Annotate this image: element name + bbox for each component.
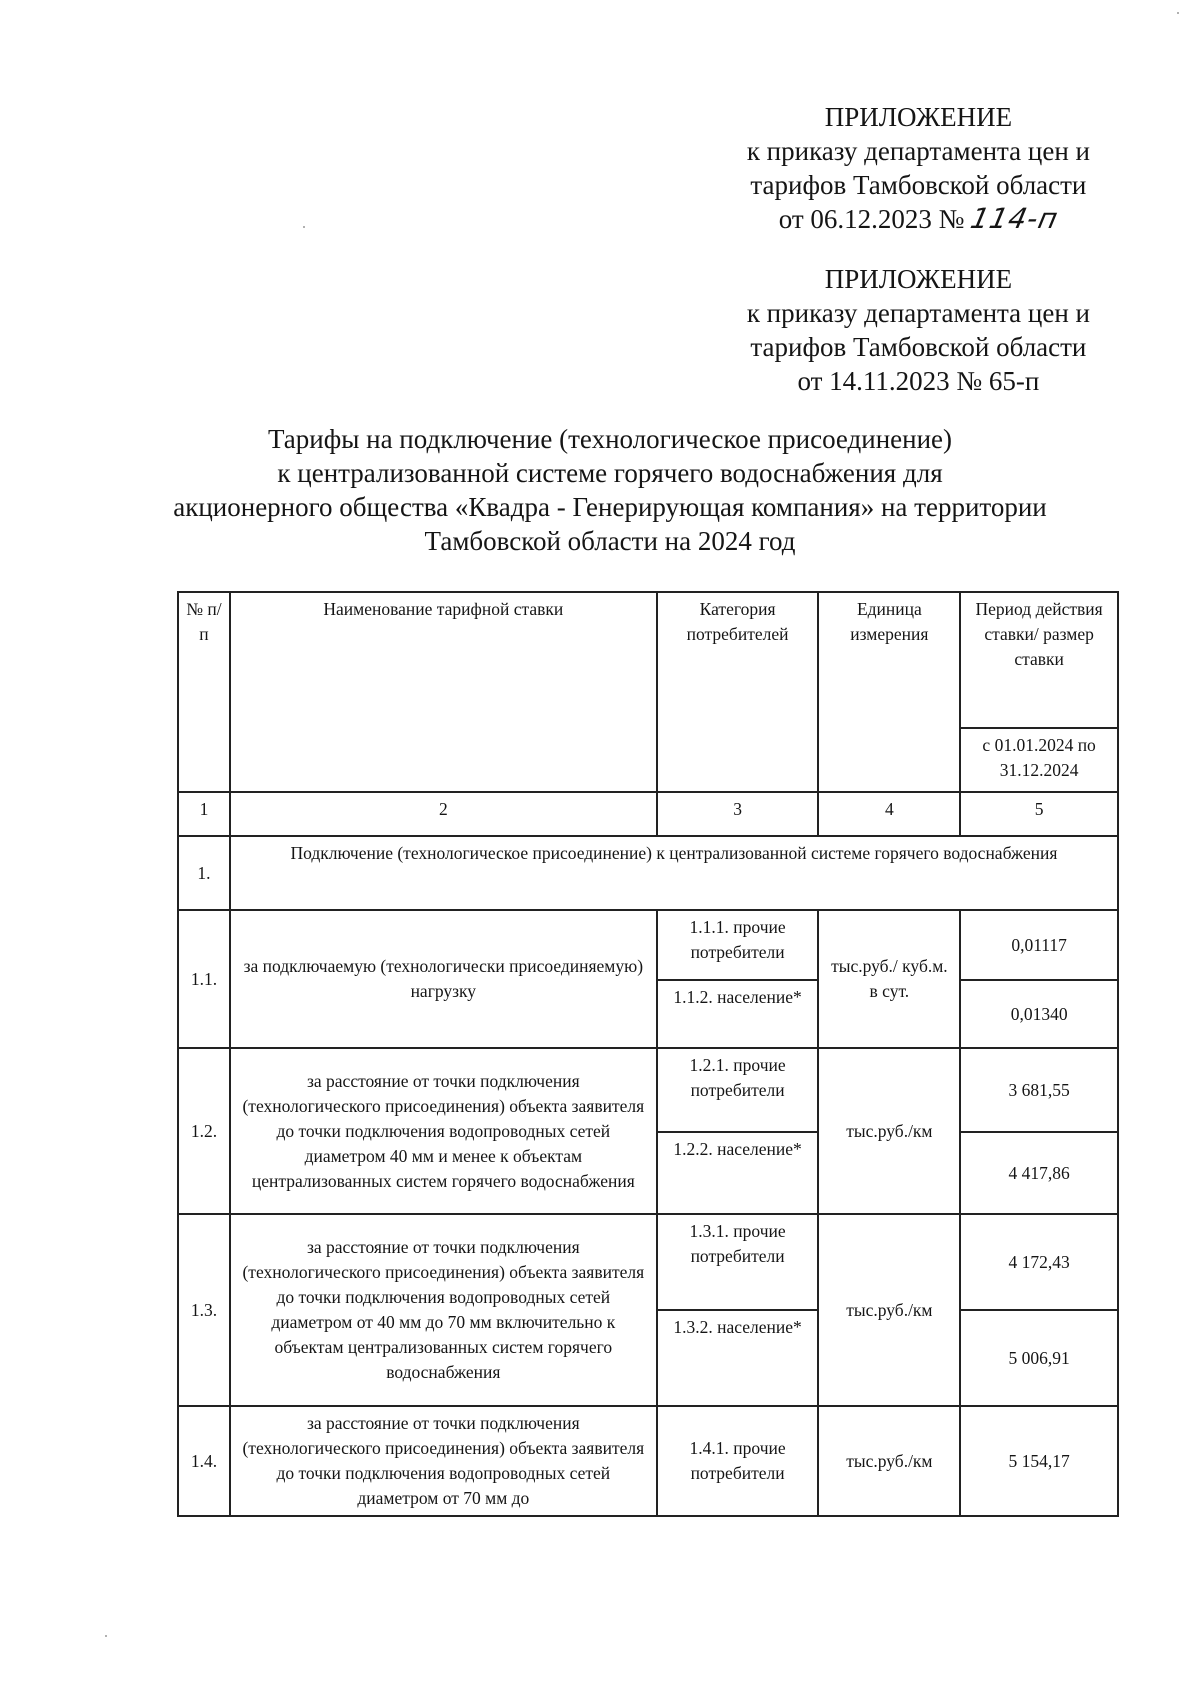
title-line: к централизованной системе горячего водоснабжения для	[277, 458, 943, 488]
row-value: 5 006,91	[960, 1310, 1118, 1406]
row-value: 4 417,86	[960, 1132, 1118, 1214]
tariff-table	[177, 591, 1119, 1517]
handwritten-order-number: 114-п	[967, 202, 1062, 235]
col-number: 3	[657, 792, 819, 836]
row-name: за расстояние от точки подключения (технологического присоединения) объекта заявителя до точки подключения водопроводных сетей диаметром 40 мм и менее к объектам централизованных систем горячего водоснабжения	[230, 1048, 657, 1214]
row-value: 4 172,43	[960, 1214, 1118, 1310]
title-line: Тарифы на подключение (технологическое присоединение)	[267, 424, 953, 454]
appendix-date: от 06.12.2023 №	[778, 204, 965, 234]
header-category: Категория потребителей	[657, 592, 819, 792]
row-name: за расстояние от точки подключения (технологического присоединения) объекта заявителя до точки подключения водопроводных сетей диаметром от 70 мм до	[230, 1406, 657, 1516]
row-category: 1.1.2. население*	[657, 980, 819, 1048]
header-period-range: с 01.01.2024 по 31.12.2024	[960, 728, 1118, 792]
title-line: Тамбовской области на 2024 год	[424, 526, 796, 556]
row-category: 1.2.2. население*	[657, 1132, 819, 1214]
appendix-header-current	[747, 100, 1090, 236]
col-number: 2	[230, 792, 657, 836]
row-category: 1.4.1. прочие потребители	[657, 1406, 819, 1516]
document-title	[130, 422, 1090, 558]
section-num: 1.	[178, 836, 230, 910]
col-number: 5	[960, 792, 1118, 836]
row-num: 1.1.	[178, 910, 230, 1048]
row-category: 1.3.1. прочие потребители	[657, 1214, 819, 1310]
header-name: Наименование тарифной ставки	[230, 592, 657, 792]
row-num: 1.4.	[178, 1406, 230, 1516]
row-unit: тыс.руб./ куб.м. в сут.	[818, 910, 960, 1048]
appendix-line: к приказу департамента цен и	[746, 136, 1090, 166]
header-period: Период действия ставки/ размер ставки	[960, 592, 1118, 728]
row-category: 1.3.2. население*	[657, 1310, 819, 1406]
row-num: 1.2.	[178, 1048, 230, 1214]
row-value: 0,01117	[960, 910, 1118, 980]
appendix-heading: ПРИЛОЖЕНИЕ	[824, 264, 1013, 294]
appendix-line: тарифов Тамбовской области	[750, 170, 1087, 200]
row-unit: тыс.руб./км	[818, 1048, 960, 1214]
scan-speck	[1177, 12, 1179, 14]
appendix-line: от 14.11.2023 № 65-п	[797, 366, 1040, 396]
header-unit: Единица измерения	[818, 592, 960, 792]
row-name: за расстояние от точки подключения (технологического присоединения) объекта заявителя до точки подключения водопроводных сетей диаметром от 40 мм до 70 мм включительно к объектам централизованных систем горячего водоснабжения	[230, 1214, 657, 1406]
scan-speck	[105, 1635, 107, 1637]
appendix-heading: ПРИЛОЖЕНИЕ	[824, 102, 1013, 132]
row-unit: тыс.руб./км	[818, 1214, 960, 1406]
row-name: за подключаемую (технологически присоединяемую) нагрузку	[230, 910, 657, 1048]
appendix-date-line	[747, 202, 1090, 236]
row-value: 0,01340	[960, 980, 1118, 1048]
row-category: 1.2.1. прочие потребители	[657, 1048, 819, 1132]
row-value: 3 681,55	[960, 1048, 1118, 1132]
row-category: 1.1.1. прочие потребители	[657, 910, 819, 980]
appendix-header-original	[747, 262, 1090, 398]
row-num: 1.3.	[178, 1214, 230, 1406]
header-num: № п/п	[178, 592, 230, 792]
appendix-line: тарифов Тамбовской области	[750, 332, 1087, 362]
row-value: 5 154,17	[960, 1406, 1118, 1516]
section-title: Подключение (технологическое присоединение) к централизованной системе горячего водоснабжения	[230, 836, 1118, 910]
title-line: акционерного общества «Квадра - Генерирующая компания» на территории	[173, 492, 1047, 522]
row-unit: тыс.руб./км	[818, 1406, 960, 1516]
scan-speck	[303, 226, 305, 228]
col-number: 1	[178, 792, 230, 836]
appendix-line: к приказу департамента цен и	[746, 298, 1090, 328]
col-number: 4	[818, 792, 960, 836]
